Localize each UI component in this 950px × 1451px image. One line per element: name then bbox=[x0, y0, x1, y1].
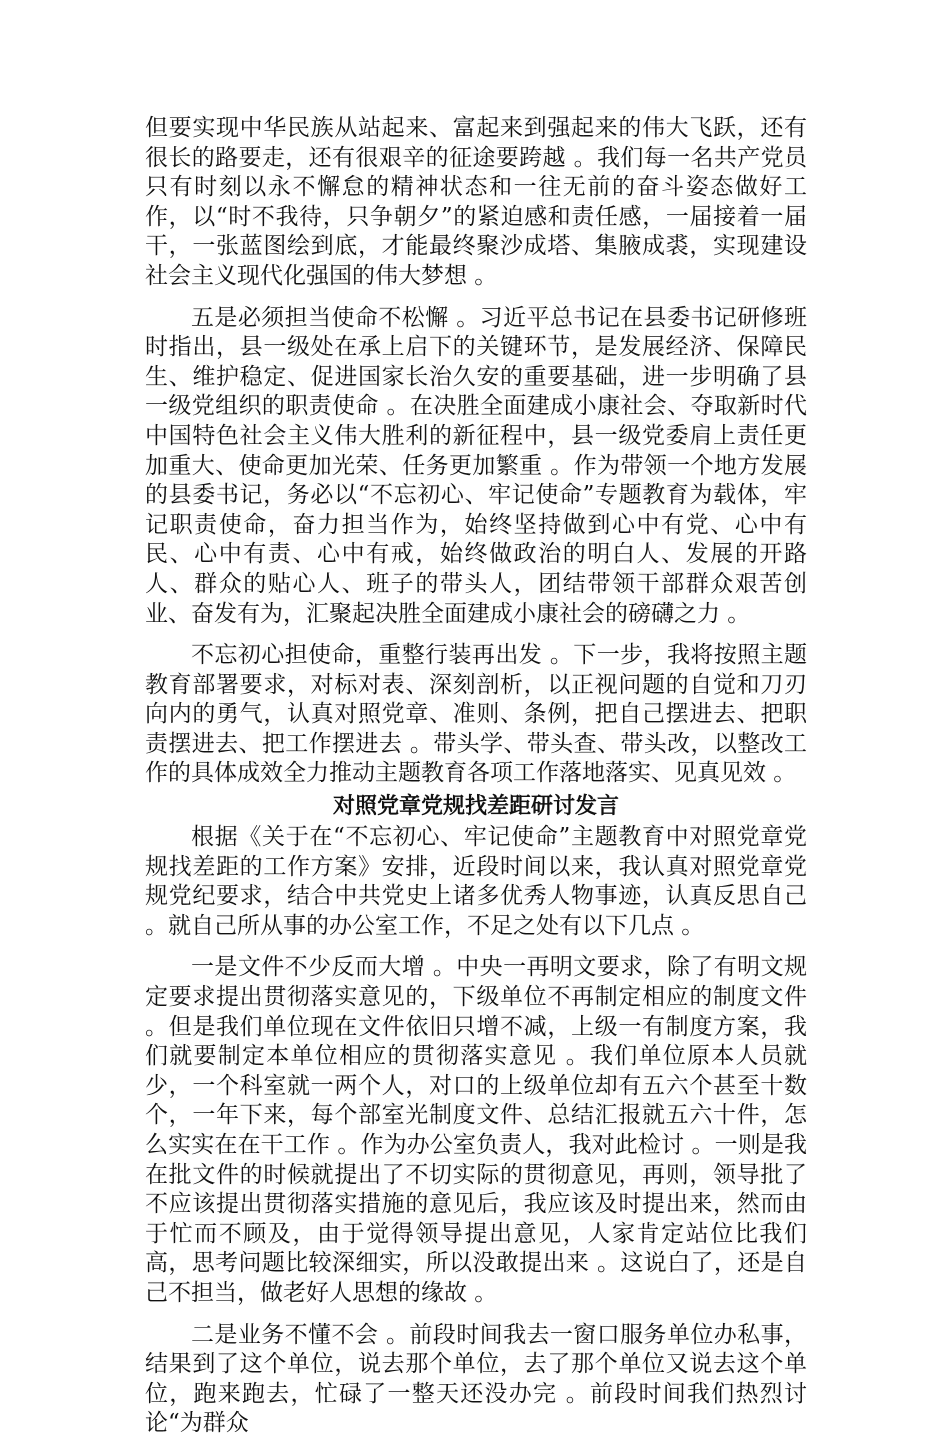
paragraph-intro: 根据《关于在“不忘初心、牢记使命”主题教育中对照党章党规找差距的工作方案》安排，近段时间以来，我认真对照党章党规党纪要求，结合中共党史上诸多优秀人物事迹，认真反思自己 。就自己所从事的办公室工作，不足之处有以下几点 。 bbox=[145, 824, 807, 939]
paragraph-point-one: 一是文件不少反而大增 。中央一再明文要求，除了有明文规定要求提出贯彻落实意见的，下级单位不再制定相应的制度文件 。但是我们单位现在文件依旧只增不减，上级一有制度方案，我们就要制定本单位相应的贯彻落实意见 。我们单位原本人员就少，一个科室就一两个人，对口的上级单位却有五六个甚至十数个，一年下来，每个部室光制度文件、总结汇报就五六十件，怎么实实在在干工作 。作为办公室负责人，我对此检讨 。一则是我在批文件的时候就提出了不切实际的贯彻意见，再则，领导批了不应该提出贯彻落实措施的意见后，我应该及时提出来，然而由于忙而不顾及，由于觉得领导提出意见，人家肯定站位比我们高，思考问题比较深细实，所以没敢提出来 。这说白了，还是自己不担当，做老好人思想的缘故 。 bbox=[145, 954, 807, 1306]
paragraph-conclusion: 不忘初心担使命，重整行装再出发 。下一步，我将按照主题教育部署要求，对标对表、深刻剖析，以正视问题的自觉和刀刃向内的勇气，认真对照党章、准则、条例，把自己摆进去、把职责摆进去、把工作摆进去 。带头学、带头查、带头改，以整改工作的具体成效全力推动主题教育各项工作落地落实、见真见效 。 bbox=[145, 642, 807, 787]
document-page bbox=[145, 114, 807, 1451]
paragraph-point-five: 五是必须担当使命不松懈 。习近平总书记在县委书记研修班时指出，县一级处在承上启下的关键环节，是发展经济、保障民生、维护稳定、促进国家长治久安的重要基础，进一步明确了县一级党组织的职责使命 。在决胜全面建成小康社会、夺取新时代中国特色社会主义伟大胜利的新征程中，县一级党委肩上责任更加重大、使命更加光荣、任务更加繁重 。作为带领一个地方发展的县委书记，务必以“不忘初心、牢记使命”专题教育为载体，牢记职责使命，奋力担当作为，始终坚持做到心中有党、心中有民、心中有责、心中有戒，始终做政治的明白人、发展的开路人、群众的贴心人、班子的带头人，团结带领干部群众艰苦创业、奋发有为，汇聚起决胜全面建成小康社会的磅礴之力 。 bbox=[145, 304, 807, 627]
paragraph-continuation: 但要实现中华民族从站起来、富起来到强起来的伟大飞跃，还有很长的路要走，还有很艰辛的征途要跨越 。我们每一名共产党员只有时刻以永不懈怠的精神状态和一往无前的奋斗姿态做好工作，以“时不我待，只争朝夕”的紧迫感和责任感，一届接着一届干，一张蓝图绘到底，才能最终聚沙成塔、集腋成裘，实现建设社会主义现代化强国的伟大梦想 。 bbox=[145, 115, 807, 289]
section-title: 对照党章党规找差距研讨发言 bbox=[332, 793, 619, 820]
paragraph-point-two: 二是业务不懂不会 。前段时间我去一窗口服务单位办私事，结果到了这个单位，说去那个单位，去了那个单位又说去这个单位，跑来跑去，忙碌了一整天还没办完 。前段时间我们热烈讨论“为群众 bbox=[145, 1321, 807, 1437]
